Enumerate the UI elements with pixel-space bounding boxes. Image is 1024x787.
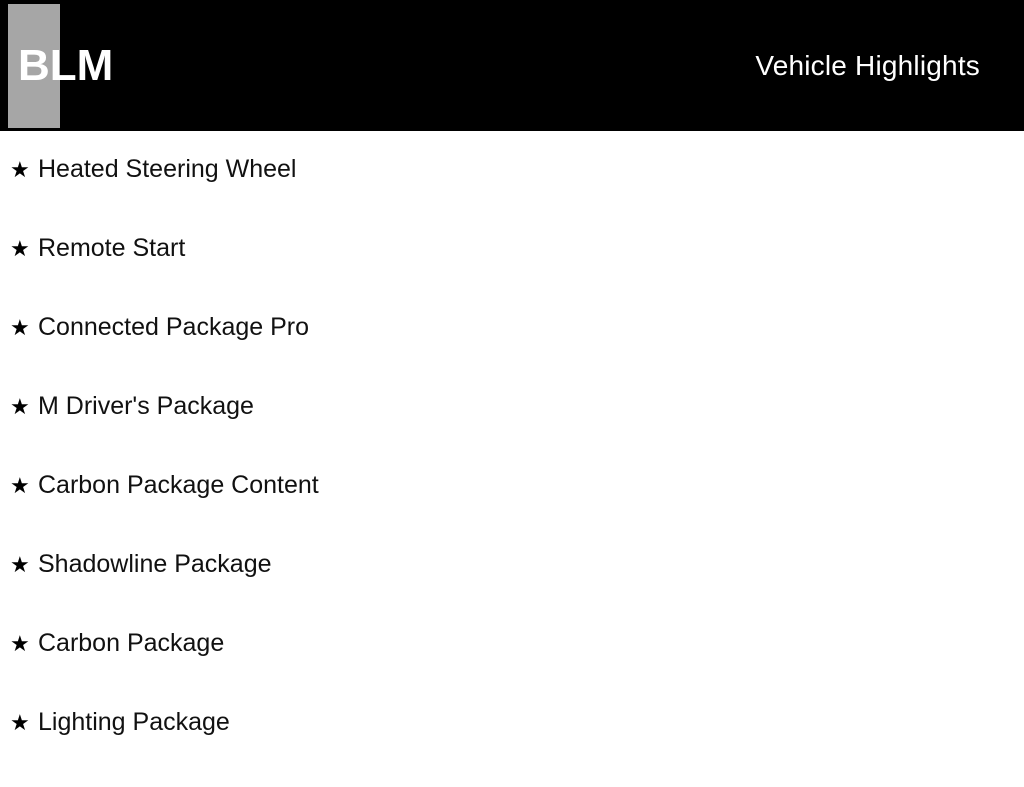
star-icon: ★	[10, 394, 30, 419]
brand-logo	[8, 4, 118, 128]
star-icon: ★	[10, 631, 30, 656]
highlight-label: Remote Start	[38, 234, 186, 262]
list-item	[10, 313, 1024, 392]
star-icon: ★	[10, 236, 30, 261]
highlight-label: Shadowline Package	[38, 550, 272, 578]
highlight-label: M Driver's Package	[38, 392, 254, 420]
list-item	[10, 234, 1024, 313]
list-item	[10, 471, 1024, 550]
highlight-label: Connected Package Pro	[38, 313, 310, 341]
list-item	[10, 550, 1024, 629]
highlight-label: Carbon Package Content	[38, 471, 319, 499]
page-title: Vehicle Highlights	[755, 50, 980, 81]
list-item	[10, 708, 1024, 787]
star-icon: ★	[10, 552, 30, 577]
logo-text: BLM	[18, 40, 114, 90]
list-item	[10, 155, 1024, 234]
star-icon: ★	[10, 473, 30, 498]
highlight-label: Heated Steering Wheel	[38, 155, 297, 183]
star-icon: ★	[10, 315, 30, 340]
highlight-label: Carbon Package	[38, 629, 225, 657]
star-icon: ★	[10, 710, 30, 735]
star-icon: ★	[10, 157, 30, 182]
list-item	[10, 392, 1024, 471]
highlights-list	[0, 131, 1024, 787]
highlight-label: Lighting Package	[38, 708, 230, 736]
list-item	[10, 629, 1024, 708]
page-header	[0, 0, 1024, 131]
